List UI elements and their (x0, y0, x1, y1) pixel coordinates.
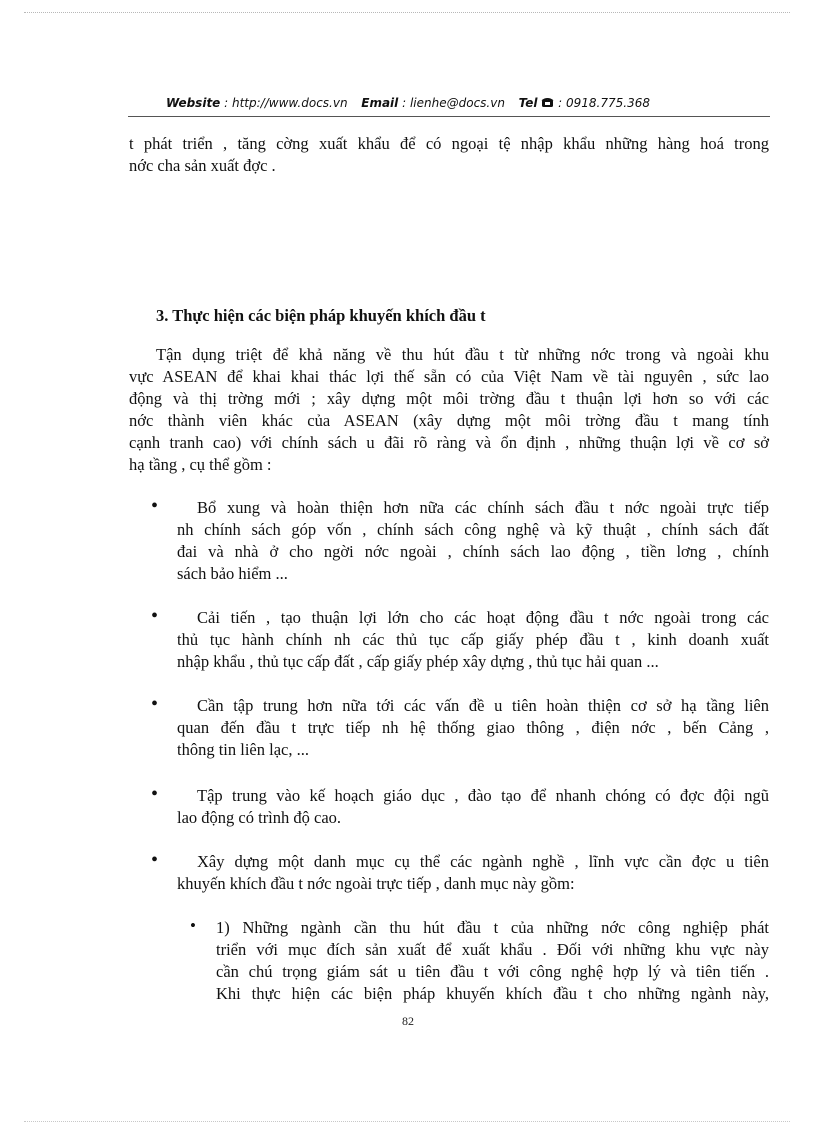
bullet-marker: • (151, 693, 159, 715)
bullet-line: thông tin liên lạc, ... (177, 740, 309, 759)
bullet-marker: • (151, 849, 159, 871)
section-paragraph (129, 344, 769, 476)
bullet-item (177, 785, 769, 829)
bullet-line: lao động có trình độ cao. (177, 808, 342, 827)
bullet-line: quan đến đầu t trực tiếp nh hệ thống giao thông , điện nớc , bến Cảng , (177, 718, 769, 737)
page-number: 82 (402, 1014, 414, 1028)
bullet-item (177, 497, 769, 585)
sub-bullet-line: 1) Những ngành cần thu hút đầu t của những nớc công nghiệp phát (216, 918, 769, 937)
website-value: : http://www.docs.vn (224, 96, 348, 110)
tel-value: : 0918.775.368 (558, 96, 650, 110)
email-value: : lienhe@docs.vn (402, 96, 505, 110)
bullet-item (177, 607, 769, 673)
bullet-line: Xây dựng một danh mục cụ thể các ngành nghề , lĩnh vực cần đợc u tiên (197, 852, 769, 871)
paragraph-line: động và thị trờng mới ; xây dựng một môi trờng đầu t thuận lợi hơn so với các (129, 389, 769, 408)
bullet-line: nh chính sách góp vốn , chính sách công nghệ và kỹ thuật , chính sách đất (177, 520, 769, 539)
intro-line: nớc cha sản xuất đợc . (129, 156, 276, 175)
phone-icon (541, 96, 558, 110)
paragraph-line: cạnh tranh cao) với chính sách u đãi rõ ràng và ổn định , những thuận lợi về cơ sở (129, 433, 769, 452)
bullet-marker: • (151, 605, 159, 627)
bullet-marker: • (151, 783, 159, 805)
section-heading: 3. Thực hiện các biện pháp khuyến khích đầu t (156, 306, 486, 325)
bullet-line: sách bảo hiểm ... (177, 564, 288, 583)
sub-bullet-marker: • (190, 916, 196, 935)
website-label: Website (165, 96, 221, 110)
sub-bullet-item (216, 917, 769, 1005)
intro-line: t phát triển , tăng cờng xuất khẩu để có ngoại tệ nhập khẩu những hàng hoá trong (129, 134, 769, 153)
bullet-line: nhập khẩu , thủ tục cấp đất , cấp giấy phép xây dựng , thủ tục hải quan ... (177, 652, 659, 671)
paragraph-line: nớc thành viên khác của ASEAN (xây dựng một môi trờng đầu t mang tính (129, 411, 769, 430)
email-label: Email (361, 96, 399, 110)
bullet-item (177, 851, 769, 895)
paragraph-line: hạ tầng , cụ thể gồm : (129, 455, 272, 474)
sub-bullet-line: cần chú trọng giám sát u tiên đầu t với công nghệ hợp lý và tiên tiến . (216, 962, 769, 981)
page-top-border (24, 12, 790, 13)
page-header (0, 96, 816, 110)
header-rule (128, 116, 770, 117)
page-bottom-border (24, 1121, 790, 1122)
bullet-line: đai và nhà ở cho ngời nớc ngoài , chính sách lao động , tiền lơng , chính (177, 542, 769, 561)
bullet-line: Cải tiến , tạo thuận lợi lớn cho các hoạt động đầu t nớc ngoài trong các (197, 608, 769, 627)
bullet-line: Bổ xung và hoàn thiện hơn nữa các chính sách đầu t nớc ngoài trực tiếp (197, 498, 769, 517)
bullet-marker: • (151, 495, 159, 517)
bullet-line: Tập trung vào kế hoạch giáo dục , đào tạo để nhanh chóng có đợc đội ngũ (197, 786, 769, 805)
paragraph-line: vực ASEAN để khai khai thác lợi thế sẵn có của Việt Nam về tài nguyên , sức lao (129, 367, 769, 386)
bullet-line: Cần tập trung hơn nữa tới các vấn đề u tiên hoàn thiện cơ sở hạ tầng liên (197, 696, 769, 715)
sub-bullet-line: Khi thực hiện các biện pháp khuyến khích đầu t cho những ngành này, (216, 984, 769, 1003)
sub-bullet-line: triển với mục đích sản xuất để xuất khẩu . Đối với những khu vực này (216, 940, 769, 959)
bullet-line: khuyến khích đầu t nớc ngoài trực tiếp , danh mục này gồm: (177, 874, 575, 893)
bullet-line: thủ tục hành chính nh các thủ tục cấp giấy phép đầu t , kinh doanh xuất (177, 630, 769, 649)
paragraph-line: Tận dụng triệt để khả năng về thu hút đầu t từ những nớc trong và ngoài khu (156, 345, 769, 364)
tel-label: Tel (518, 96, 538, 110)
bullet-item (177, 695, 769, 761)
intro-paragraph (129, 133, 769, 177)
